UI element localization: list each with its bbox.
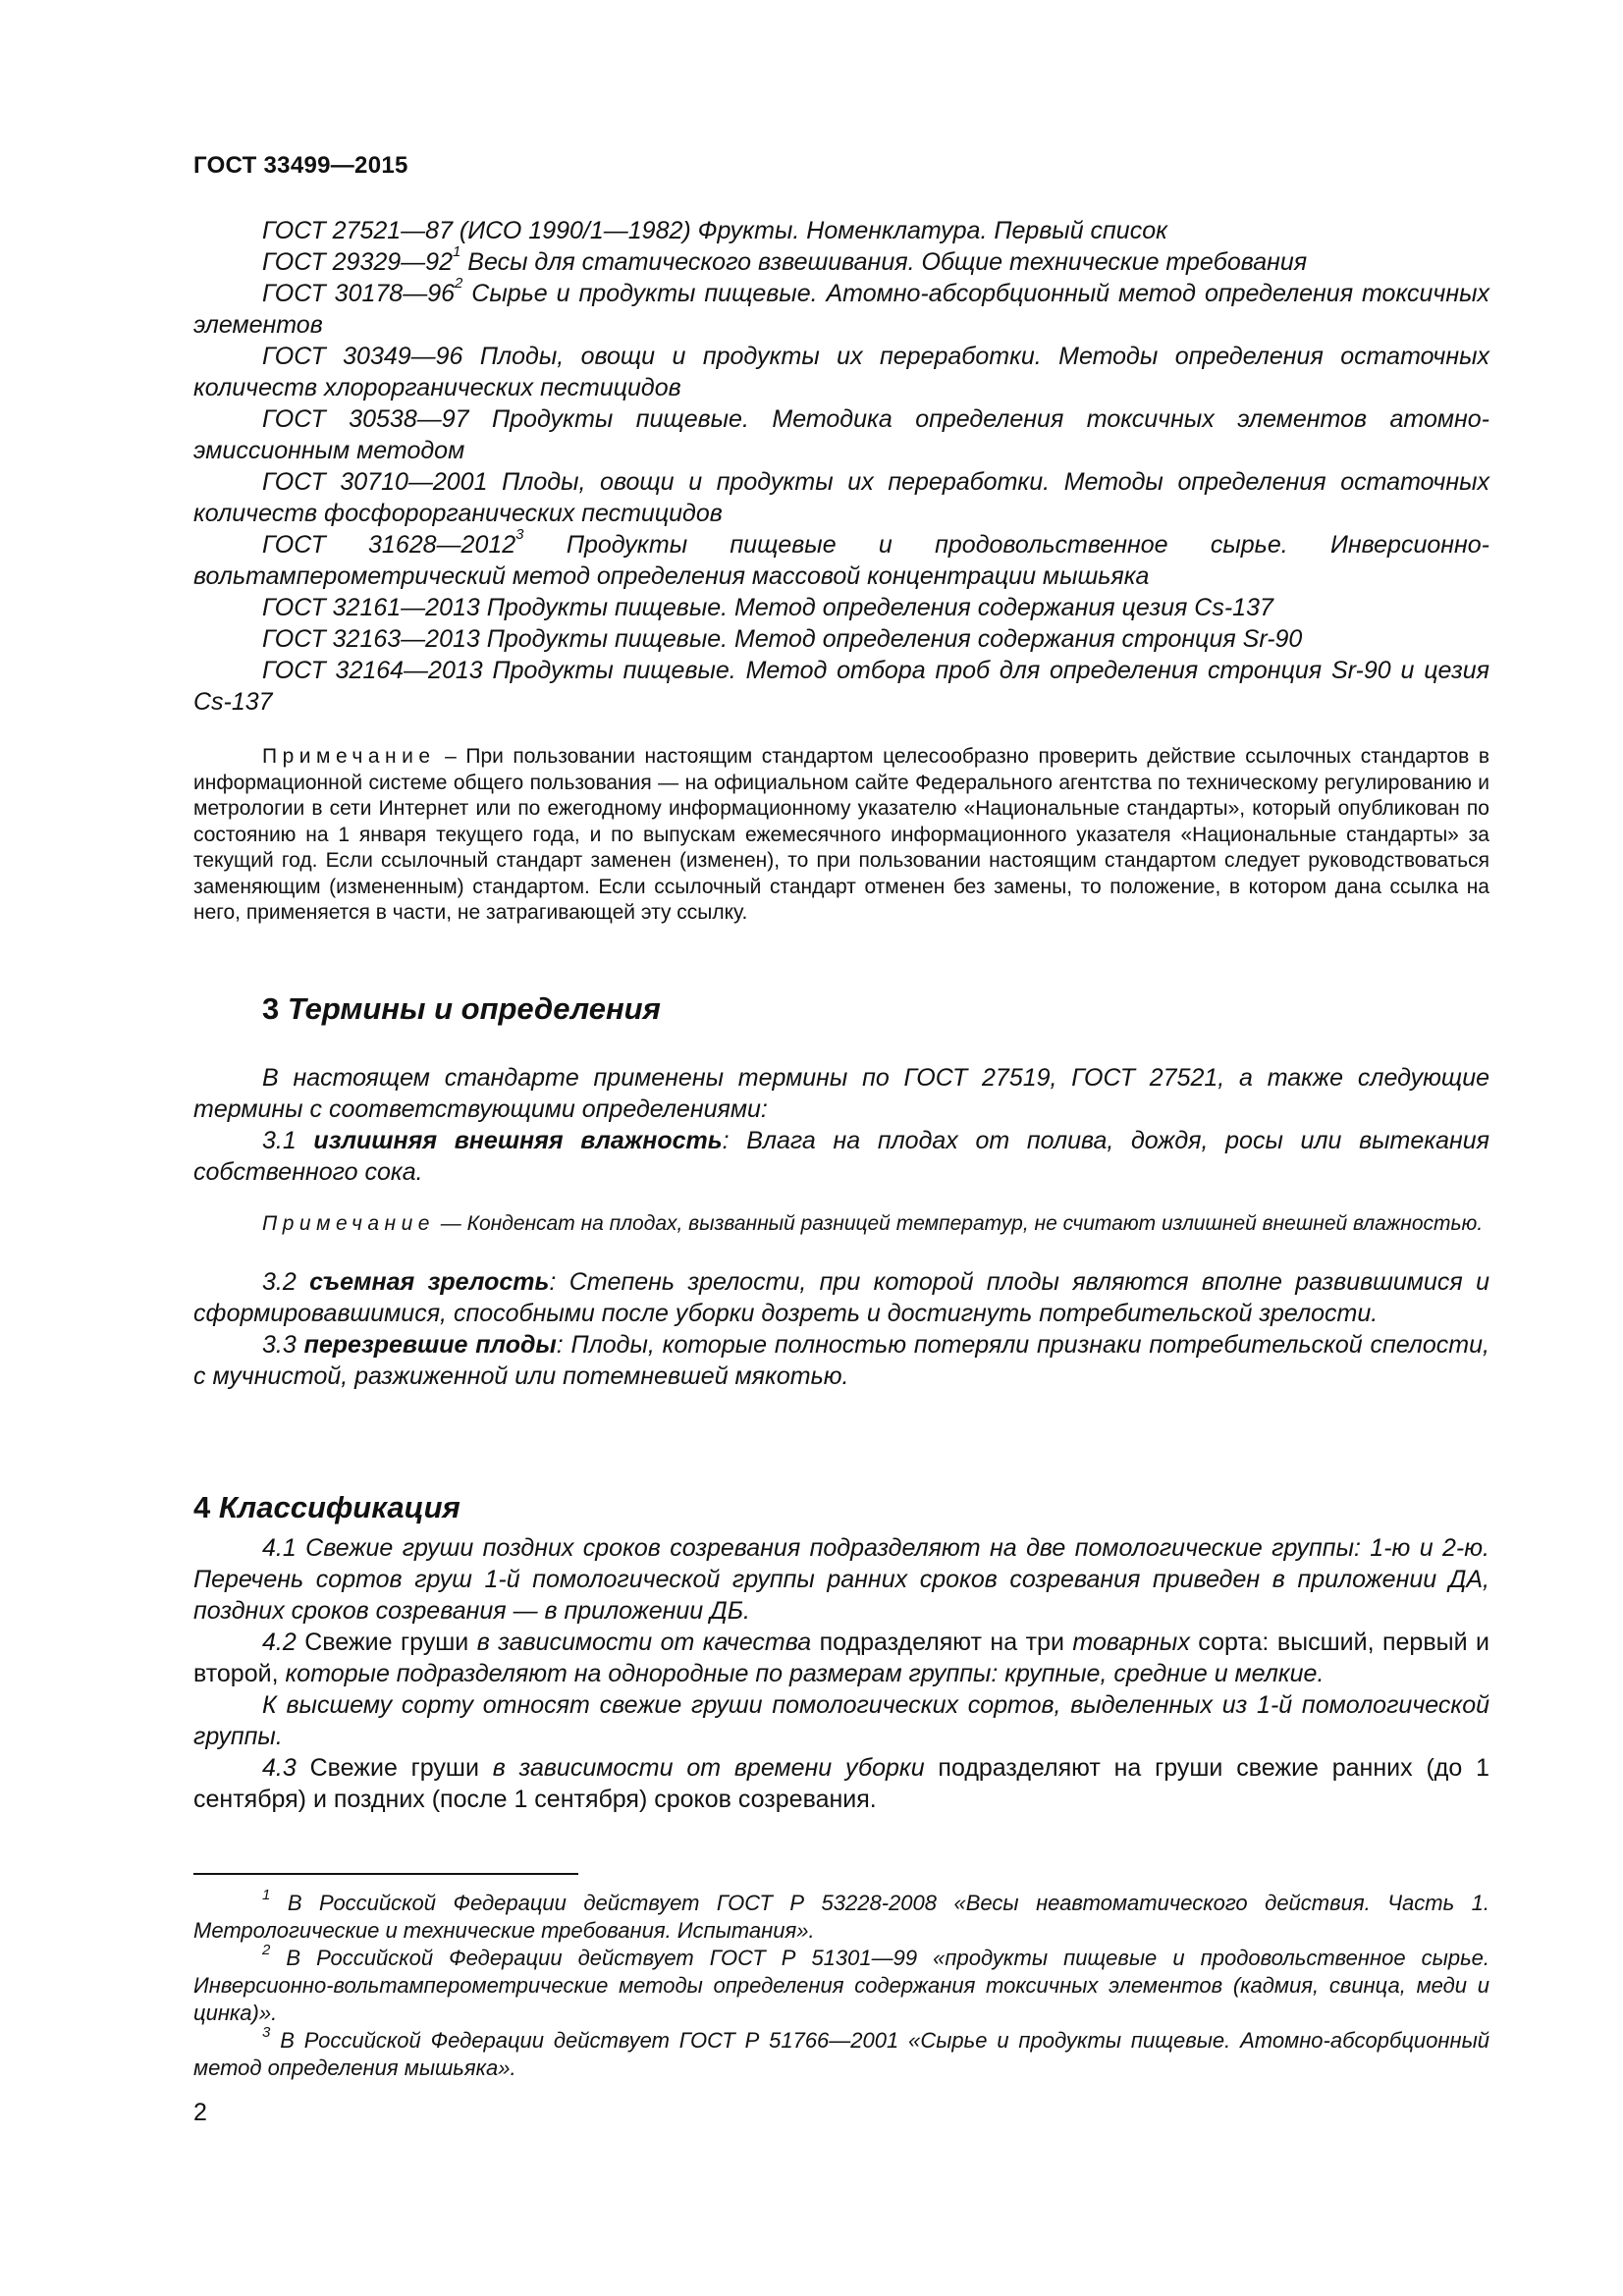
section-3-heading: 3 Термины и определения	[262, 991, 661, 1026]
footnote-ref: 1	[452, 243, 461, 260]
term-3-3: 3.3 перезревшие плоды: Плоды, которые полностью потеряли признаки потребительской спелости, с мучнистой, разжиженной или потемневшей мякотью.	[193, 1331, 1489, 1390]
term-3-1: 3.1 излишняя внешняя влажность: Влага на плодах от полива, дождя, росы или вытекания собственного сока.	[193, 1127, 1489, 1186]
normative-references-list	[193, 215, 1489, 718]
section-4-heading: 4 Классификация	[193, 1490, 460, 1524]
footnote-1: $^1$ В Российской Федерации действует ГОСТ Р 53228-2008 «Весы неавтоматического действия. Часть 1. Метрологические и технические требования. Испытания».	[193, 1887, 1489, 1943]
clause-4-1: 4.1 Свежие груши поздних сроков созревания подразделяют на две помологические группы: 1-ю и 2-ю. Перечень сортов груш 1-й помологической группы ранних сроков созревания приведен в приложении ДА, поздних сроков созревания — в приложении ДБ.	[193, 1534, 1489, 1625]
section-3-intro: В настоящем стандарте применены термины по ГОСТ 27519, ГОСТ 27521, а также следующие термины с соответствующими определениями:	[193, 1064, 1489, 1123]
note-label: Примечание	[262, 745, 436, 768]
clause-4-3: 4.3 Свежие груши в зависимости от времени уборки подразделяют на груши свежие ранних (до 1 сентября) и поздних (после 1 сентября) сроков созревания.	[193, 1754, 1489, 1813]
reference-item: ГОСТ 32164—2013 Продукты пищевые. Метод отбора проб для определения стронция Sr-90 и цезия Cs-137	[193, 657, 1489, 716]
section-4-body	[193, 1532, 1489, 1815]
reference-item: ГОСТ 32161—2013 Продукты пищевые. Метод определения содержания цезия Cs-137	[262, 594, 1273, 621]
reference-item: ГОСТ 30349—96 Плоды, овощи и продукты их переработки. Методы определения остаточных количеств хлорорганических пестицидов	[193, 343, 1489, 401]
reference-item: ГОСТ $29329—92^1$ Весы для статического взвешивания. Общие технические требования	[262, 243, 1308, 276]
reference-item: ГОСТ 30538—97 Продукты пищевые. Методика определения токсичных элементов атомно-эмиссионным методом	[193, 405, 1489, 464]
reference-item: ГОСТ 27521—87 (ИСО 1990/1—1982) Фрукты. Номенклатура. Первый список	[262, 217, 1167, 244]
footnote-2: $^2$ В Российской Федерации действует ГОСТ Р 51301—99 «продукты пищевые и продовольственное сырье. Инверсионно-вольтамперометрические методы определения содержания токсичных элементов (кадмия, свинца, меди и цинка)».	[193, 1942, 1489, 2025]
document-code-header: ГОСТ 33499—2015	[193, 152, 408, 179]
footnote-ref: 2	[455, 275, 463, 292]
footnote-ref: 3	[515, 526, 524, 543]
term-note: Примечание — Конденсат на плодах, вызванный разницей температур, не считают излишней внешней влажностью.	[262, 1212, 1484, 1235]
clause-4-2-highest-grade: К высшему сорту относят свежие груши помологических сортов, выделенных из 1-й помологической группы.	[193, 1691, 1489, 1750]
clause-4-2: 4.2 Свежие груши в зависимости от качества подразделяют на три товарных сорта: высший, первый и второй, которые подразделяют на однородные по размерам группы: крупные, средние и мелкие.	[193, 1629, 1489, 1687]
term-name: перезревшие плоды	[303, 1331, 557, 1359]
term-3-2: 3.2 съемная зрелость: Степень зрелости, при которой плоды являются вполне развившимися и сформировавшимися, способными после уборки дозреть и достигнуть потребительской зрелости.	[193, 1268, 1490, 1327]
references-note	[193, 744, 1489, 927]
term-name: съемная зрелость	[309, 1268, 550, 1296]
reference-item: ГОСТ $30178—96^2$ Сырье и продукты пищевые. Атомно-абсорбционный метод определения токсичных элементов	[193, 275, 1489, 339]
term-name: излишняя внешняя влажность	[313, 1127, 723, 1154]
reference-item: ГОСТ 30710—2001 Плоды, овощи и продукты их переработки. Методы определения остаточных количеств фосфорорганических пестицидов	[193, 468, 1489, 527]
reference-item: ГОСТ 31628—2012$^3$ Продукты пищевые и продовольственное сырье. Инверсионно-вольтамперометрический метод определения массовой концентрации мышьяка	[193, 526, 1489, 590]
footnote-divider	[193, 1873, 578, 1875]
footnote-3: $^3$ В Российской Федерации действует ГОСТ Р 51766—2001 «Сырье и продукты пищевые. Атомно-абсорбционный метод определения мышьяка».	[193, 2024, 1489, 2080]
footnotes	[193, 1887, 1489, 2082]
note-text: – При пользовании настоящим стандартом целесообразно проверить действие ссылочных стандартов в информационной системе общего пользования — на официальном сайте Федерального агентства по техническому регулированию и метрологии в сети Интернет или по ежегодному информационному указателю «Национальные стандарты», который опубликован по состоянию на 1 января текущего года, и по выпускам ежемесячного информационного указателя «Национальные стандарты» за текущий год. Если ссылочный стандарт заменен (изменен), то при пользовании настоящим стандартом следует руководствоваться заменяющим (измененным) стандартом. Если ссылочный стандарт отменен без замены, то положение, в котором дана ссылка на него, применяется в части, не затрагивающей эту ссылку.	[193, 745, 1489, 924]
page-number: 2	[193, 2099, 207, 2126]
reference-item: ГОСТ 32163—2013 Продукты пищевые. Метод определения содержания стронция Sr-90	[262, 625, 1303, 653]
section-3-body	[193, 1062, 1489, 1392]
